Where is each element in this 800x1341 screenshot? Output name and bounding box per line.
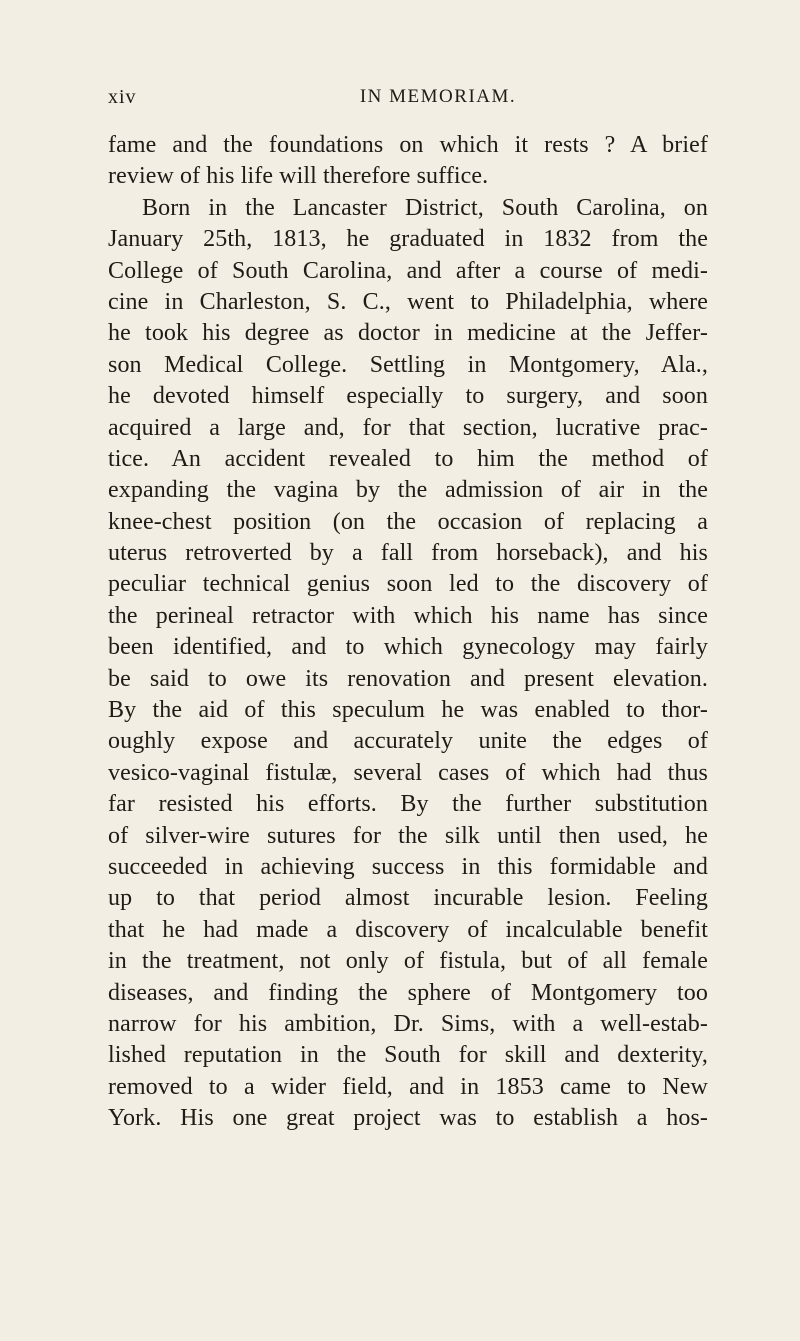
text-line: By the aid of this speculum he was enabled to thor- bbox=[108, 697, 708, 724]
text-line: January 25th, 1813, he graduated in 1832 from the bbox=[108, 226, 708, 253]
text-line: far resisted his efforts. By the further substitution bbox=[108, 791, 708, 818]
text-line: oughly expose and accurately unite the edges of bbox=[108, 728, 708, 755]
body-text bbox=[108, 130, 708, 1135]
text-line: expanding the vagina by the admission of air in the bbox=[108, 477, 708, 504]
text-line: in the treatment, not only of fistula, but of all female bbox=[108, 948, 708, 975]
text-line: removed to a wider field, and in 1853 came to New bbox=[108, 1073, 708, 1100]
text-line: he devoted himself especially to surgery, and soon bbox=[108, 383, 708, 410]
text-line: fame and the foundations on which it rests ? A brief bbox=[108, 132, 708, 158]
running-head bbox=[108, 86, 708, 116]
text-line: son Medical College. Settling in Montgomery, Ala., bbox=[108, 351, 708, 378]
text-line: be said to owe its renovation and present elevation. bbox=[108, 665, 708, 692]
text-line: uterus retroverted by a fall from horseback), and his bbox=[108, 540, 708, 567]
text-line: succeeded in achieving success in this formidable and bbox=[108, 853, 708, 880]
text-line: of silver-wire sutures for the silk until then used, he bbox=[108, 822, 708, 849]
text-line: York. His one great project was to establish a hos- bbox=[108, 1105, 708, 1132]
text-line: tice. An accident revealed to him the method of bbox=[108, 445, 708, 472]
text-line: vesico-vaginal fistulæ, several cases of which had thus bbox=[108, 759, 708, 786]
paragraph-start-line: Born in the Lancaster District, South Carolina, on bbox=[142, 194, 708, 221]
text-line: knee-chest position (on the occasion of replacing a bbox=[108, 508, 708, 535]
text-line: cine in Charleston, S. C., went to Philadelphia, where bbox=[108, 288, 708, 315]
text-line: the perineal retractor with which his name has since bbox=[108, 602, 708, 629]
text-line: peculiar technical genius soon led to the discovery of bbox=[108, 571, 708, 598]
text-line: diseases, and finding the sphere of Montgomery too bbox=[108, 979, 708, 1006]
text-line: up to that period almost incurable lesion. Feeling bbox=[108, 885, 708, 912]
text-line: lished reputation in the South for skill and dexterity, bbox=[108, 1042, 708, 1069]
text-line: acquired a large and, for that section, lucrative prac- bbox=[108, 414, 708, 441]
text-line: that he had made a discovery of incalculable benefit bbox=[108, 916, 708, 943]
page-number: xiv bbox=[108, 86, 137, 108]
text-line: he took his degree as doctor in medicine at the Jeffer- bbox=[108, 320, 708, 347]
text-line: review of his life will therefore suffice. bbox=[108, 163, 489, 190]
text-line: College of South Carolina, and after a course of medi- bbox=[108, 257, 708, 284]
running-title: IN MEMORIAM. bbox=[359, 86, 517, 107]
text-line: narrow for his ambition, Dr. Sims, with a well-estab- bbox=[108, 1010, 708, 1037]
text-line: been identified, and to which gynecology may fairly bbox=[108, 634, 708, 661]
